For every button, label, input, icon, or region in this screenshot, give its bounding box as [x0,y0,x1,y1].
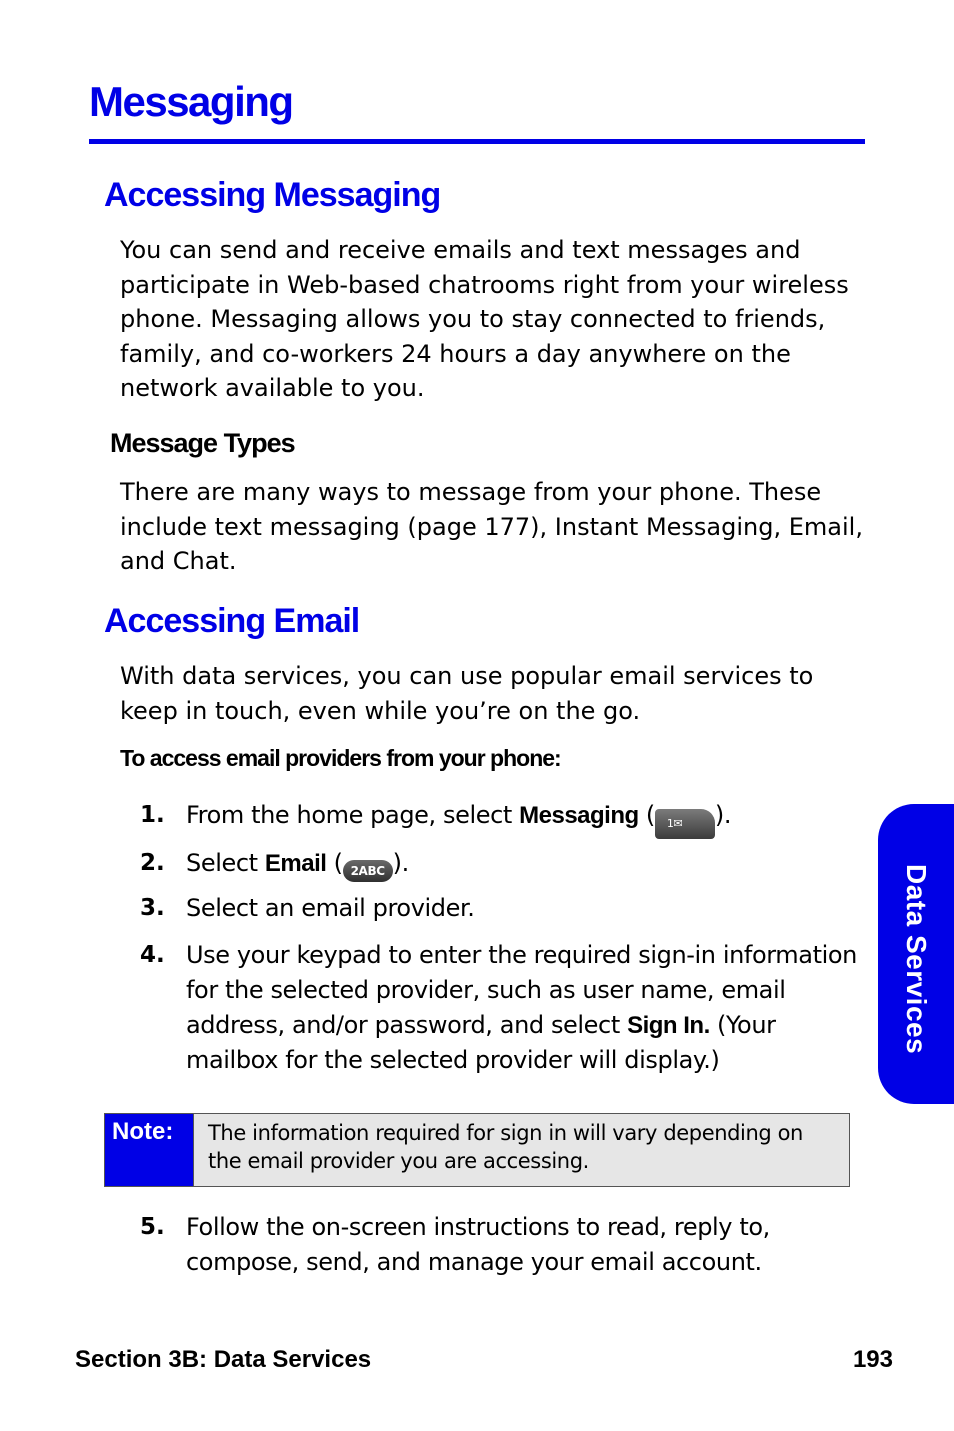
page-title: Messaging [89,78,293,125]
step-bold-label: Sign In. [627,1012,710,1039]
heading-accessing-messaging: Accessing Messaging [104,176,441,214]
step-text-post: ). [714,801,732,829]
procedure-lead: To access email providers from your phone: [120,745,561,771]
step-text [186,846,870,882]
email-paragraph: With data services, you can use popular email services to keep in touch, even while you’re on the go. [120,662,814,725]
two-abc-key-icon: 2ABC [343,860,393,882]
step-bold-label: Email [264,850,327,877]
heading-accessing-email: Accessing Email [104,602,360,640]
side-tab-label: Data Services [901,864,932,1055]
step-paren-open: ( [638,801,655,829]
step-text [186,798,870,839]
step-number: 2. [140,850,165,876]
message-types-paragraph: There are many ways to message from your phone. These include text messaging (page 177), Instant Messaging, Email, and Chat. [120,478,863,576]
step-number: 1. [140,802,165,828]
note-box [104,1113,850,1187]
heading-message-types: Message Types [110,428,295,458]
step-text-pre: Use your keypad to enter the required sign-in information for the selected provider, such as user name, email address, and/or password, and select [186,941,857,1039]
note-label: Note: [105,1114,194,1186]
intro-paragraph: You can send and receive emails and text messages and participate in Web-based chatrooms right from your wireless phone. Messaging allows you to stay connected to friends, family, and co-workers 24 hours a day anywhere on the network available to you. [120,236,849,403]
step-text-post: ). [392,849,409,877]
step-number: 3. [140,895,165,921]
step-number: 4. [140,942,165,968]
footer-page-number: 193 [852,1346,893,1373]
step-text-post: (Your mailbox for the selected provider will display.) [186,1011,776,1074]
title-rule [89,139,865,144]
section-side-tab [878,804,954,1104]
footer-section: Section 3B: Data Services [75,1346,372,1373]
step-text: Follow the on-screen instructions to read, reply to, compose, send, and manage your email account. [186,1213,770,1276]
step-text-pre: Select [186,849,265,877]
step-text-pre: From the home page, select [186,801,520,829]
step-text: Select an email provider. [186,894,475,922]
note-text: The information required for sign in will vary depending on the email provider you are accessing. [208,1121,803,1173]
step-paren-open: ( [326,849,343,877]
step-text [186,938,870,1078]
messaging-key-icon: 1✉ [655,809,715,839]
step-number: 5. [140,1214,165,1240]
step-bold-label: Messaging [519,802,639,829]
